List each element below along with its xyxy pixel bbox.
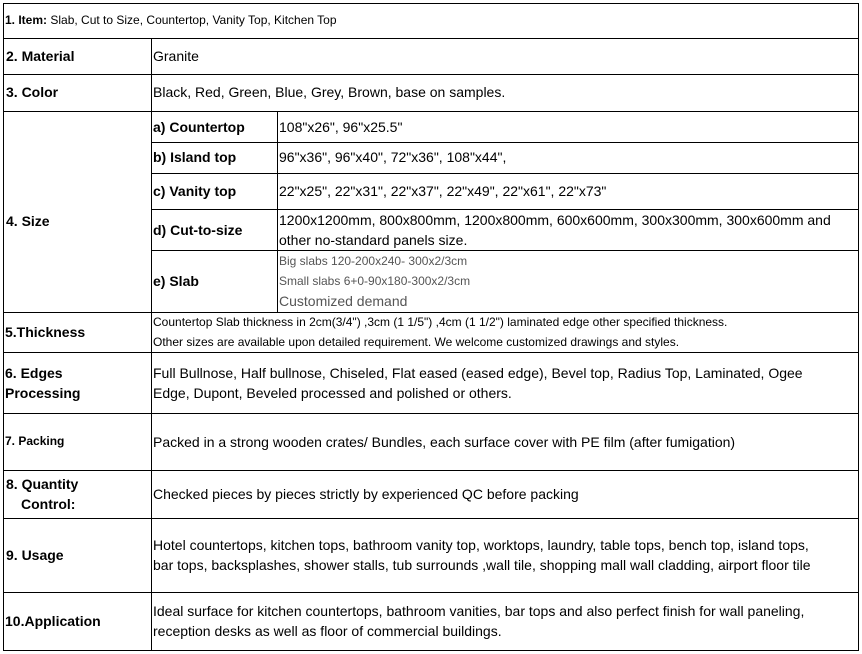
thickness-value-1: Countertop Slab thickness in 2cm(3/4") ,3cm (1 1/5") ,4cm (1 1/2") laminated edge other specified thickness. (153, 315, 728, 329)
thickness-value-2: Other sizes are available upon detailed requirement. We welcome customized drawings and styles. (153, 335, 680, 349)
thickness-label: 5.Thickness (5, 324, 86, 340)
item-row (5, 10, 337, 30)
item-value: Slab, Cut to Size, Countertop, Vanity Top, Kitchen Top (47, 13, 337, 27)
size-slab-label: e) Slab (153, 273, 199, 289)
edges-value-2: Edge, Dupont, Beveled processed and polished or others. (153, 385, 512, 401)
usage-value-1: Hotel countertops, kitchen tops, bathroom vanity top, worktops, laundry, table tops, bench top, island tops, (153, 537, 809, 553)
edges-value-1: Full Bullnose, Half bullnose, Chiseled, Flat eased (eased edge), Bevel top, Radius Top, Laminated, Ogee (153, 365, 803, 381)
size-island-label: b) Island top (153, 149, 237, 165)
edges-label-2: Processing (5, 385, 81, 401)
size-vanity-label: c) Vanity top (153, 183, 237, 199)
size-island-value: 96"x36", 96"x40", 72"x36", 108"x44", (279, 149, 507, 165)
material-value: Granite (153, 48, 199, 64)
size-countertop-label: a) Countertop (153, 119, 245, 135)
quantity-label-1: 8. Quantity (6, 476, 79, 492)
quantity-label-2: Control: (21, 496, 76, 512)
edges-label-1: 6. Edges (5, 365, 63, 381)
application-value-2: reception desks as well as floor of commercial buildings. (153, 623, 502, 639)
color-label: 3. Color (6, 84, 59, 100)
packing-label: 7. Packing (5, 434, 65, 448)
size-cut-value-1: 1200x1200mm, 800x800mm, 1200x800mm, 600x600mm, 300x300mm, 300x600mm and (279, 212, 831, 228)
size-countertop-value: 108"x26", 96"x25.5" (279, 119, 403, 135)
usage-value-2: bar tops, backsplashes, shower stalls, tub surrounds ,wall tile, shopping mall wall cladding, airport floor tile (153, 557, 811, 573)
size-label: 4. Size (6, 213, 50, 229)
size-cut-label: d) Cut-to-size (153, 222, 243, 238)
color-value: Black, Red, Green, Blue, Grey, Brown, base on samples. (153, 84, 506, 100)
size-slab-value-1: Big slabs 120-200x240- 300x2/3cm (279, 254, 468, 268)
size-cut-value-2: other no-standard panels size. (279, 232, 468, 248)
size-vanity-value: 22"x25", 22"x31", 22"x37", 22"x49", 22"x61", 22"x73" (279, 183, 607, 199)
material-label: 2. Material (6, 48, 75, 64)
usage-label: 9. Usage (6, 547, 64, 563)
size-slab-value-2: Small slabs 6+0-90x180-300x2/3cm (279, 274, 471, 288)
size-slab-value-3: Customized demand (279, 293, 408, 309)
item-label: 1. Item: (5, 13, 48, 27)
quantity-value: Checked pieces by pieces strictly by experienced QC before packing (153, 486, 579, 502)
spec-table (3, 3, 859, 651)
packing-value: Packed in a strong wooden crates/ Bundles, each surface cover with PE film (after fumigation) (153, 434, 736, 450)
application-value-1: Ideal surface for kitchen countertops, bathroom vanities, bar tops and also perfect finish for wall paneling, (153, 603, 805, 619)
application-label: 10.Application (5, 613, 101, 629)
